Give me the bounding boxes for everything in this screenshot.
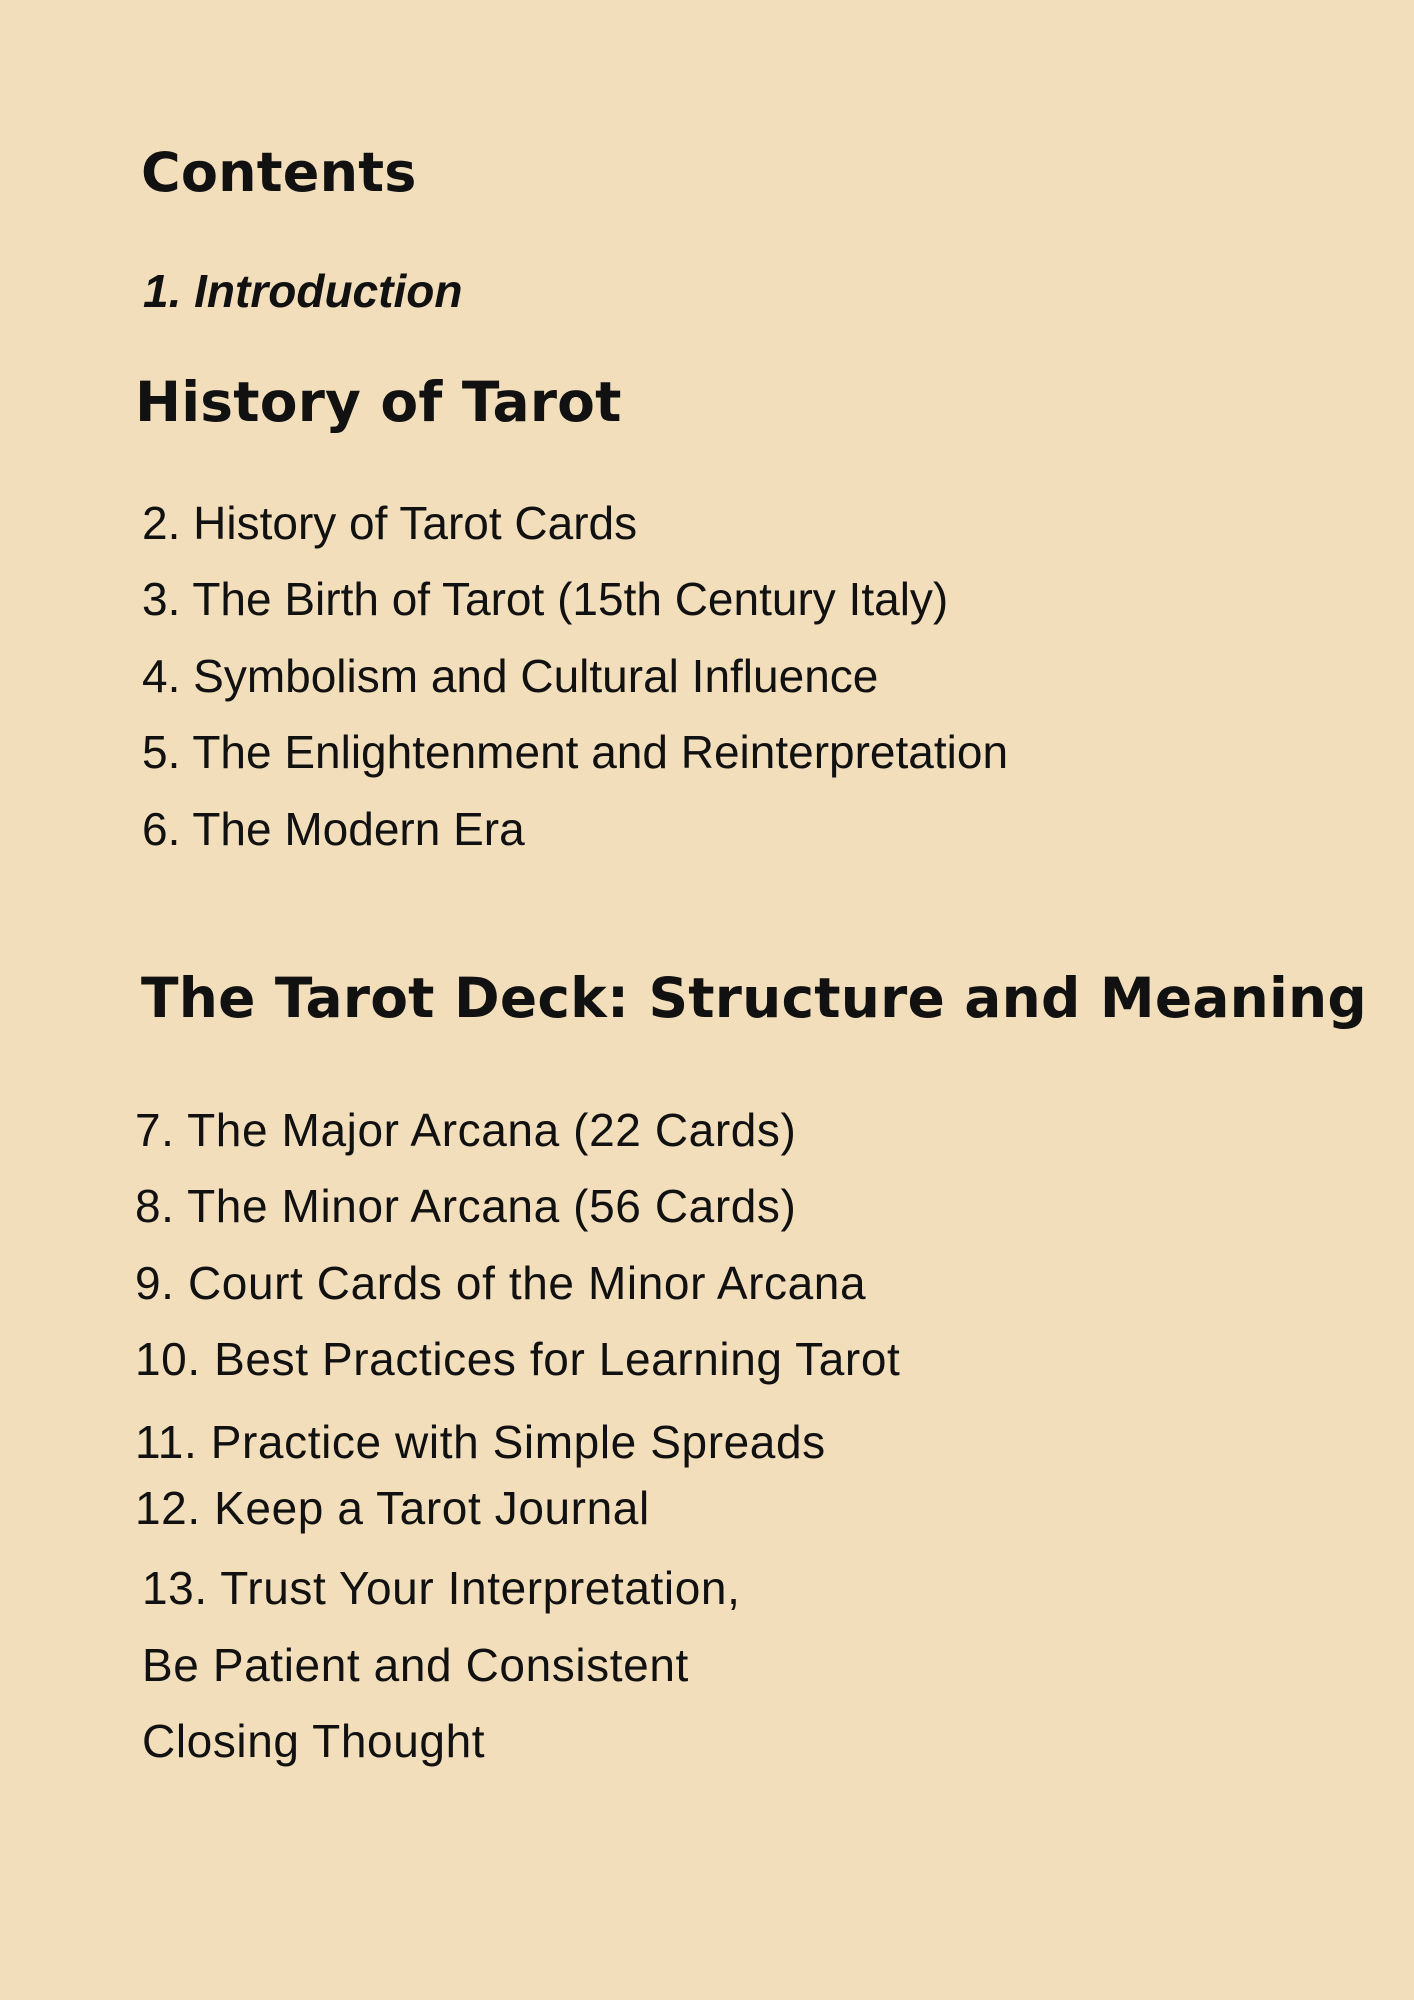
introduction-entry: 1. Introduction: [143, 265, 463, 317]
toc-entry: 8. The Minor Arcana (56 Cards): [135, 1180, 797, 1232]
toc-entry: 6. The Modern Era: [142, 803, 525, 855]
contents-title: Contents: [141, 141, 417, 204]
toc-entry: Be Patient and Consistent: [142, 1639, 689, 1691]
section-heading-tarot-deck: The Tarot Deck: Structure and Meaning: [141, 966, 1367, 1030]
toc-entry: 7. The Major Arcana (22 Cards): [135, 1104, 797, 1156]
toc-entry: 3. The Birth of Tarot (15th Century Italy): [142, 573, 949, 625]
toc-entry: 4. Symbolism and Cultural Influence: [142, 650, 879, 702]
toc-entry: 2. History of Tarot Cards: [142, 497, 638, 549]
section-heading-history: History of Tarot: [135, 370, 622, 434]
toc-entry: 11. Practice with Simple Spreads: [135, 1416, 826, 1468]
toc-entry: 13. Trust Your Interpretation,: [142, 1562, 741, 1614]
toc-entry: 12. Keep a Tarot Journal: [135, 1482, 650, 1534]
toc-entry: 9. Court Cards of the Minor Arcana: [135, 1257, 867, 1309]
toc-entry: 5. The Enlightenment and Reinterpretation: [142, 726, 1009, 778]
toc-entry: Closing Thought: [142, 1715, 486, 1767]
toc-entry: 10. Best Practices for Learning Tarot: [135, 1333, 901, 1385]
